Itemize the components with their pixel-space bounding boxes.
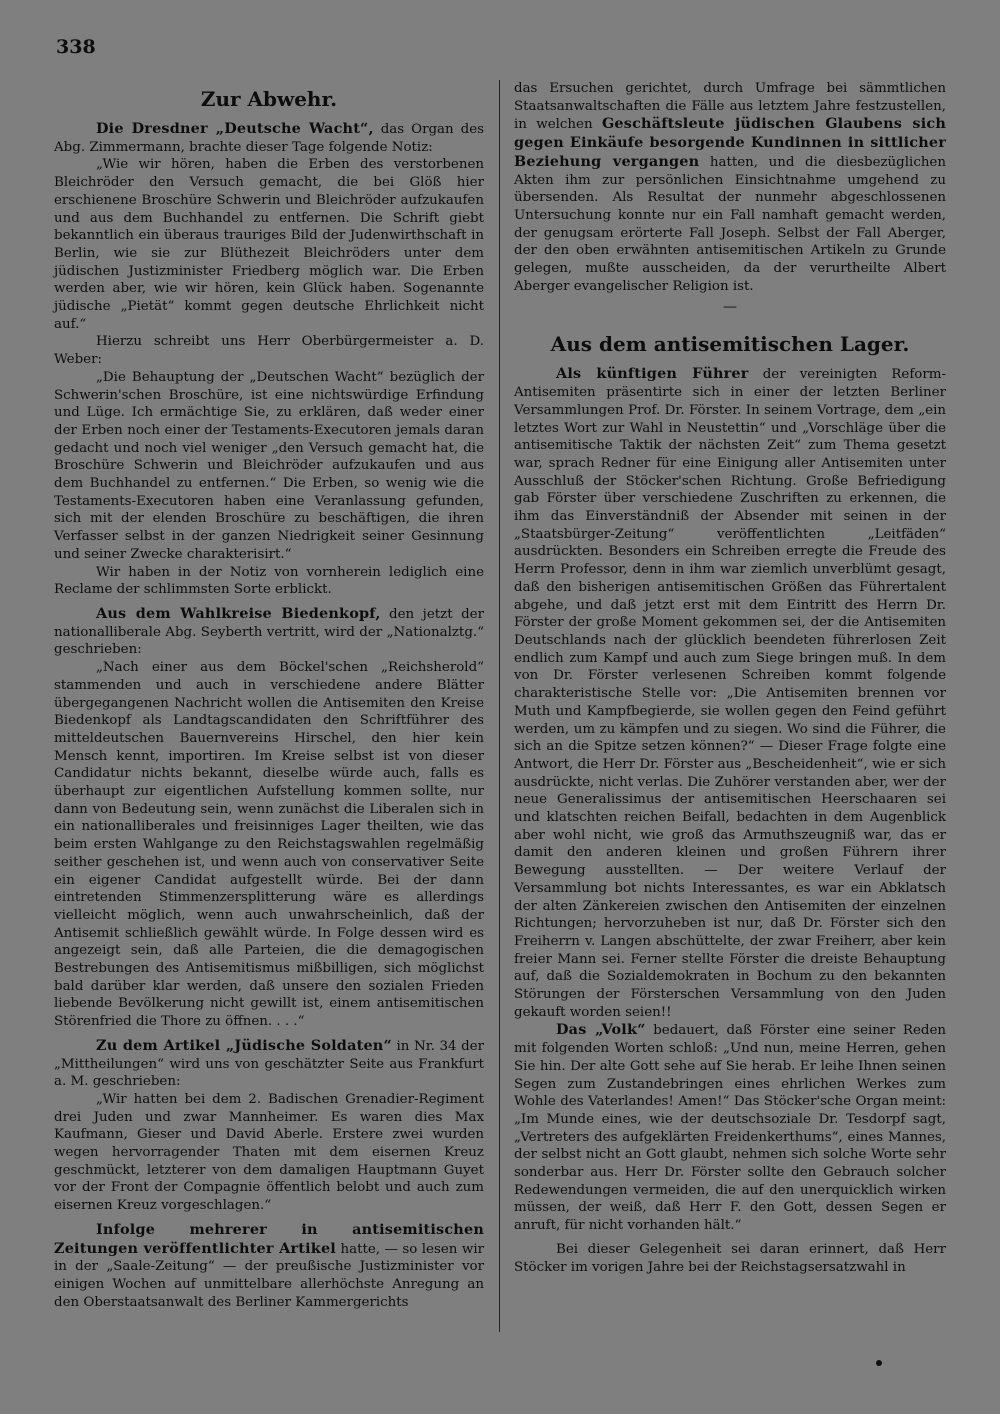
- lead-phrase: Aus dem Wahlkreise Biedenkopf,: [96, 604, 381, 622]
- lead-phrase: Das „Volk“: [556, 1021, 646, 1039]
- paragraph: „Wie wir hören, haben die Erben des verstorbenen Bleichröder den Versuch gemacht, die bei Glöß hier erschienene Broschüre Schwerin und Bleichröder aufzukaufen und aus dem Buchhandel zu entfernen. Die Schrift giebt bekanntlich ein überaus trauriges Bild der Judenwirthschaft in Berlin, wie sie zur Blüthezeit Bleichröders unter dem jüdischen Justizminister Friedberg möglich war. Die Erben werden aber, wie wir hören, kein Glück haben. Sogenannte jüdische „Pietät“ kommt gegen deutsche Ehrlichkeit nicht auf.“: [54, 157, 484, 332]
- paragraph-text: das Organ des Abg. Zimmermann, brachte dieser Tage folgende Notiz:: [54, 122, 484, 155]
- separator-dash: —: [723, 299, 737, 316]
- section-heading-zur-abwehr: Zur Abwehr.: [200, 87, 338, 111]
- paragraph: „Die Behauptung der „Deutschen Wacht“ bezüglich der Schwerin'schen Broschüre, ist eine nichtswürdige Erfindung und Lüge. Ich ermächtige Sie, zu erklären, daß weder einer der Erben noch einer der Testaments-Executoren jemals daran gedacht und noch viel weniger „den Versuch gemacht hat, die Broschüre Schwerin und Bleichröder aufzukaufen und aus dem Buchhandel zu entfernen.“ Die Erben, so wenig wie die Testaments-Executoren haben eine Veranlassung gefunden, sich mit der elenden Broschüre zu beschäftigen, die ihren Verfasser selbst in der ganzen Niedrigkeit seiner Gesinnung und seiner Zwecke charakterisirt.“: [54, 369, 484, 562]
- paragraph-text: der vereinigten Reform-Antisemiten präsentirte sich in einer der letzten Berliner Versammlungen Prof. Dr. Förster. In seinem Vortrage, dem „ein letztes Wort zur Wahl in Neustettin“ und „Vorschläge über die antisemitische Taktik der nächsten Zeit“ zum Thema gesetzt war, sprach Redner für eine Einigung aller Antisemiten unter Ausschluß der Stöcker'schen Richtung. Große Befriedigung gab Förster über verschiedene Zuschriften zu erkennen, die ihm das Einverständniß der Absender mit seinen in der „Staatsbürger-Zeitung“ veröffentlichten „Leitfäden“ ausdrückten. Besonders ein Schreiben erregte die Freude des Herrn Professor, denn in ihm war ziemlich unverblümt gesagt, daß den bisherigen antisemitischen Größen das Führertalent abgehe, und daß jetzt erst mit dem Eintritt des Herrn Dr. Förster der große Moment gekommen sei, der die Antisemiten Deutschlands nach der glücklich beendeten führerlosen Zeit endlich zum Kampf und auch zum Siege bringen muß. In dem von Dr. Förster verlesenen Schreiben kommt folgende charakteristische Stelle vor: „Die Antisemiten brennen vor Muth und Kampfbegierde, sie wollen gegen den Feind geführt werden, um zu kämpfen und zu siegen. Wo sind die Führer, die sich an die Spitze setzen können?“ — Dieser Frage folgte eine Antwort, die Herr Dr. Förster aus „Bescheidenheit“, wie er sich ausdrückte, nicht verlas. Die Zuhörer verstanden aber, wer der neue Generalissimus der antisemitischen Heerschaaren sei und klatschten reichen Beifall, bedachten in dem Augenblick aber wohl nicht, wie groß das Armuthszeugniß war, das er damit den anderen kleinen und großen Führern ihrer Bewegung ausstellten. — Der weitere Verlauf der Versammlung bot nichts Interessantes, es war ein Abklatsch der alten Zänkereien zwischen den Antisemiten der einzelnen Richtungen; hervorzuheben ist nur, daß Dr. Förster sich den Freiherrn v. Langen abschüttelte, der zwar Freiherr, aber kein freier Mann sei. Ferner stellte Förster die dreiste Behauptung auf, daß die Sozialdemokraten in Bochum zu den bekannten Störungen der Försterschen Versammlung von den Juden gekauft worden seien!!: [514, 367, 946, 1020]
- lead-phrase: Zu dem Artikel „Jüdische Soldaten“: [96, 1036, 392, 1054]
- page-number: 338: [56, 36, 96, 58]
- lead-phrase: Geschäftsleute jüdischen Glaubens sich gegen Einkäufe besorgende Kundinnen in sittlicher Beziehung vergangen: [514, 115, 946, 170]
- section-heading-antisemitic-camp: Aus dem antisemitischen Lager.: [550, 332, 910, 357]
- paragraph: „Nach einer aus dem Böckel'schen „Reichsherold“ stammenden und auch in verschiedene andere Blätter übergegangenen Nachricht wollen die Antisemiten den Kreise Biedenkopf als Landtagscandidaten den Schriftführer des mitteldeutschen Bauernvereins Hirschel, den hier kein Mensch kennt, importiren. Im Kreise selbst ist von dieser Candidatur nichts bekannt, dieselbe würde auch, falls es überhaupt zur eigentlichen Aufstellung kommen sollte, nur dann von Bedeutung sein, wenn zunächst die Liberalen sich in ein nationalliberales und freisinniges Lager theilten, wie das beim ersten Wahlgange zu den Reichstagswahlen regelmäßig seither geschehen ist, und wenn auch von conservativer Seite ein eigener Candidat aufgestellt würde. Bei der dann eintretenden Stimmenzersplitterung wäre es allerdings vielleicht möglich, wenn auch unwahrscheinlich, daß der Antisemit schließlich gewählt würde. In Folge dessen wird es angezeigt sein, daß alle Parteien, die die demagogischen Bestrebungen des Antisemitismus mißbilligen, sich möglichst bald darüber klar werden, daß unsere den sozialen Frieden liebende Bevölkerung nicht gewillt ist, einem antisemitischen Störenfried die Thore zu öffnen. . . .“: [54, 660, 484, 1030]
- paragraph: [514, 365, 946, 1021]
- paragraph: [54, 120, 484, 156]
- column-divider: [499, 80, 500, 1332]
- lead-phrase: Infolge mehrerer in antisemitischen Zeitungen veröffentlichter Artikel: [54, 1220, 484, 1257]
- paragraph-text: den jetzt der nationalliberale Abg. Seyberth vertritt, wird der „Nationalztg.“ geschrieben:: [54, 606, 484, 658]
- paragraph: [514, 80, 946, 295]
- paragraph: Hierzu schreibt uns Herr Oberbürgermeister a. D. Weber:: [54, 334, 484, 368]
- paragraph-text: das Ersuchen gerichtet, durch Umfrage bei sämmtlichen Staatsanwaltschaften die Fälle aus letztem Jahre festzustellen, in welchen: [514, 81, 946, 133]
- paragraph: [54, 1221, 484, 1312]
- right-column: [514, 80, 946, 1276]
- lead-phrase: Als künftigen Führer: [556, 365, 749, 383]
- paragraph-text: hatte, — so lesen wir in der „Saale-Zeitung“ — der preußische Justizminister vor einigen Wochen auf unmittelbare allerhöchste Anregung an den Oberstaatsanwalt des Berliner Kammergerichts: [54, 1241, 484, 1310]
- paragraph: Wir haben in der Notiz von vornherein lediglich eine Reclame der schlimmsten Sorte erblickt.: [54, 564, 484, 598]
- lead-phrase: Die Dresdner „Deutsche Wacht“,: [96, 120, 374, 137]
- paragraph-text: hatten, und die diesbezüglichen Akten ihm zur persönlichen Einsichtnahme umgehend zu übersenden. Als Resultat der nunmehr abgeschlossenen Untersuchung konnte nur ein Fall namhaft gemacht werden, der genugsam erörterte Fall Joseph. Selbst der Fall Aberger, der den oben erwähnten antisemitischen Artikeln zu Grunde gelegen, mußte ausscheiden, da der verurtheilte Albert Aberger evangelischer Religion ist.: [514, 154, 946, 294]
- paragraph: Bei dieser Gelegenheit sei daran erinnert, daß Herr Stöcker im vorigen Jahre bei der Reichstagsersatzwahl in: [514, 1241, 946, 1275]
- paragraph-text: bedauert, daß Förster eine seiner Reden mit folgenden Worten schloß: „Und nun, meine Herren, gehen Sie hin. Der alte Gott sehe auf Sie herab. Er leihe Ihnen seinen Segen zum Zustandebringen eines ehrlichen Werkes zum Wohle des Vaterlandes! Amen!“ Das Stöcker'sche Organ meint: „Im Munde eines, wie der deutschsoziale Dr. Tesdorpf sagt, „Vertreters des aufgeklärten Freidenkerthums“, eines Mannes, der selbst nicht an Gott glaubt, nehmen sich solche Worte sehr sonderbar aus. Herr Dr. Förster sollte den Gebrauch solcher Redewendungen vermeiden, die auf den unerquicklich wirken müssen, der weiß, daß Herr F. den Gott, dessen Segen er anruft, für nicht vorhanden hält.“: [514, 1023, 946, 1234]
- left-column: [54, 80, 484, 1311]
- paragraph: [514, 1021, 946, 1234]
- paragraph: [54, 1037, 484, 1091]
- paragraph-text: in Nr. 34 der „Mittheilungen“ wird uns von geschätzter Seite aus Frankfurt a. M. geschrieben:: [54, 1038, 484, 1090]
- paragraph: „Wir hatten bei dem 2. Badischen Grenadier-Regiment drei Juden und zwar Mannheimer. Es waren dies Max Kaufmann, Gieser und David Aberle. Erstere zwei wurden wegen hervorragender Thaten mit dem eisernen Kreuz geschmückt, letzterer von dem damaligen Hauptmann Guyet vor der Front der Compagnie öffentlich belobt und auch zum eisernen Kreuz vorgeschlagen.“: [54, 1091, 484, 1214]
- paragraph: [54, 605, 484, 659]
- ink-dot: [876, 1360, 882, 1366]
